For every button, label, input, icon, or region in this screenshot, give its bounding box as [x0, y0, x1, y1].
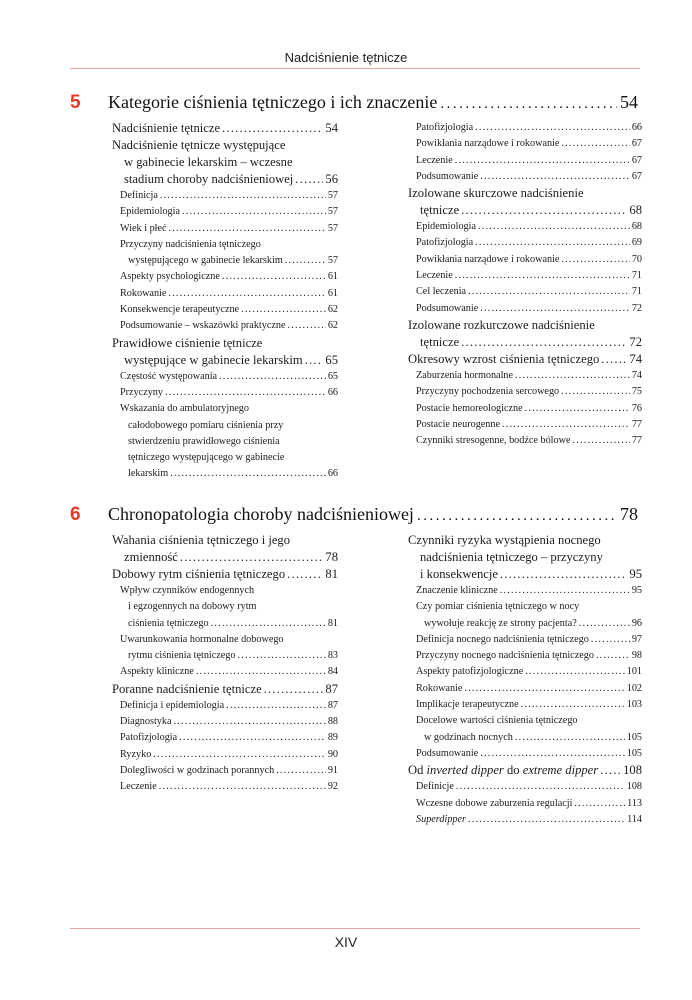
toc-entry-text: Wahania ciśnienia tętniczego i jego: [112, 533, 291, 547]
toc-column-left: [112, 120, 338, 483]
toc-entry[interactable]: [408, 762, 642, 779]
toc-entry-text: Wczesne dobowe zaburzenia regulacji: [416, 797, 573, 809]
toc-entry-text: Docelowe wartości ciśnienia tętniczego: [416, 715, 578, 727]
toc-entry-text: Przyczyny nocnego nadciśnienia tętniczego: [416, 650, 594, 662]
toc-entry-text: Czy pomiar ciśnienia tętniczego w nocy: [416, 601, 580, 613]
toc-entry-text: Wpływ czynników endogennych: [120, 585, 255, 596]
toc-entry-page: 71: [631, 270, 642, 282]
toc-entry[interactable]: [112, 779, 338, 795]
toc-entry[interactable]: [112, 730, 338, 746]
chapter-number: 6: [70, 504, 81, 525]
toc-entry-text: tętnicze: [420, 203, 460, 218]
toc-entry-text: ciśnienia tętniczego: [128, 617, 209, 629]
toc-entry[interactable]: [112, 664, 338, 680]
toc-entry-page: 91: [327, 764, 338, 776]
toc-entry[interactable]: [408, 433, 642, 449]
toc-entry-text: w gabinecie lekarskim – wczesne: [124, 155, 293, 169]
toc-entry[interactable]: [408, 153, 642, 169]
toc-entry-text: Podsumowanie: [416, 302, 479, 314]
toc-entry[interactable]: [112, 681, 338, 698]
toc-entry-text: nadciśnienia tętniczego – przyczyny: [420, 550, 603, 564]
toc-entry-text: rytmu ciśnienia tętniczego: [128, 650, 236, 662]
toc-entry-text: Cel leczenia: [416, 286, 467, 298]
toc-entry-text: stwierdzeniu prawidłowego ciśnienia: [128, 435, 280, 447]
toc-entry-page: 96: [631, 617, 642, 629]
toc-entry-text: występującego w gabinecie lekarskim: [128, 255, 283, 267]
toc-entry-text: Czynniki stresogenne, bodźce bólowe: [416, 435, 571, 447]
toc-entry[interactable]: [112, 698, 338, 714]
toc-entry[interactable]: [408, 219, 642, 235]
toc-entry-page: 89: [327, 732, 338, 744]
toc-entry[interactable]: [112, 318, 338, 334]
toc-entry-text: w godzinach nocnych: [424, 731, 513, 743]
toc-entry[interactable]: [408, 796, 642, 812]
toc-entry-page: 92: [327, 781, 338, 793]
toc-entry-text: Wskazania do ambulatoryjnego: [120, 403, 249, 415]
toc-entry[interactable]: [112, 286, 338, 302]
toc-entry[interactable]: [408, 252, 642, 268]
toc-entry-text: Definicja i epidemiologia: [120, 699, 225, 711]
toc-entry[interactable]: [112, 401, 338, 482]
toc-entry[interactable]: [112, 221, 338, 237]
toc-entry[interactable]: [408, 532, 642, 583]
toc-entry-text: Implikacje terapeutyczne: [416, 699, 519, 711]
chapter-title-line[interactable]: [108, 92, 638, 113]
toc-entry-text: i konsekwencje: [420, 567, 498, 581]
toc-entry[interactable]: [408, 317, 642, 351]
toc-entry[interactable]: [112, 302, 338, 318]
toc-entry-page: 57: [327, 222, 338, 234]
toc-entry[interactable]: [408, 401, 642, 417]
toc-entry-page: 95: [629, 567, 642, 581]
toc-entry[interactable]: [408, 169, 642, 185]
toc-entry-text: Definicja nocnego nadciśnienia tętniczego: [416, 633, 589, 645]
toc-entry-page: 61: [327, 271, 338, 283]
chapter-title: Kategorie ciśnienia tętniczego i ich znaczenie: [108, 92, 438, 112]
toc-entry-text: i egzogennych na dobowy rytm: [128, 601, 257, 613]
toc-entry[interactable]: [408, 284, 642, 300]
running-header: Nadciśnienie tętnicze: [284, 50, 408, 65]
toc-entry-page: 114: [627, 813, 642, 825]
toc-entry[interactable]: [408, 632, 642, 648]
toc-entry-text: Postacie hemoreologiczne: [416, 402, 523, 414]
toc-entry[interactable]: [408, 697, 642, 713]
toc-entry-text: Od inverted dipper do extreme dipper: [408, 763, 599, 778]
toc-entry-text: Patofizjologia: [120, 732, 178, 744]
toc-entry-text: Epidemiologia: [416, 221, 476, 233]
toc-entry[interactable]: [408, 812, 642, 828]
toc-entry-page: 57: [327, 255, 338, 267]
toc-entry-text: Diagnostyka: [120, 716, 172, 728]
toc-entry[interactable]: [408, 417, 642, 433]
toc-entry-text: stadium choroby nadciśnieniowej: [124, 172, 294, 186]
toc-entry-page: 57: [327, 206, 338, 218]
header-rule: [70, 68, 640, 69]
toc-entry-page: 75: [631, 386, 642, 398]
chapter-heading: [70, 504, 638, 530]
toc-column-right: [408, 120, 642, 483]
toc-entry[interactable]: [408, 120, 642, 136]
toc-entry-page: 68: [631, 221, 642, 233]
toc-entry-text: Przyczyny: [120, 386, 163, 398]
toc-entry[interactable]: [408, 268, 642, 284]
toc-entry-page: 66: [327, 468, 338, 480]
toc-entry-page: 76: [631, 402, 642, 414]
toc-entry-text: Okresowy wzrost ciśnienia tętniczego: [408, 351, 600, 366]
toc-entry-page: 101: [626, 666, 642, 678]
toc-entry[interactable]: [112, 583, 338, 632]
toc-entry-page: 72: [631, 302, 642, 314]
toc-entry-text: Patofizjologia: [416, 237, 474, 249]
toc-entry-page: 62: [327, 304, 338, 316]
toc-entry[interactable]: [112, 335, 338, 369]
toc-entry[interactable]: [112, 237, 338, 270]
toc-entry-text: całodobowego pomiaru ciśnienia przy: [128, 419, 284, 431]
toc-entry-text: Podsumowanie – wskazówki praktyczne: [120, 320, 286, 332]
toc-entry[interactable]: [408, 713, 642, 746]
toc-entry-page: 87: [327, 699, 338, 711]
page-number: XIV: [334, 934, 358, 950]
toc-entry-page: 77: [631, 435, 642, 447]
toc-entry[interactable]: [408, 384, 642, 400]
toc-entry-text: Definicje: [416, 781, 454, 793]
toc-entry-page: 108: [626, 781, 642, 793]
toc-entry[interactable]: [112, 747, 338, 763]
toc-entry-page: 67: [631, 170, 642, 182]
toc-entry-page: 90: [327, 748, 338, 760]
toc-entry-text: Rokowanie: [120, 287, 167, 299]
toc-entry-text: Przyczyny pochodzenia sercowego: [416, 386, 560, 398]
toc-entry-text: Superdipper: [416, 813, 466, 825]
toc-entry[interactable]: [112, 188, 338, 204]
chapter-5: [70, 92, 642, 480]
footer-rule: [70, 928, 640, 929]
toc-entry-text: wywołuje reakcję ze strony pacjenta?: [424, 617, 577, 629]
chapter-heading: [70, 92, 638, 118]
toc-entry-page: 70: [631, 253, 642, 265]
toc-entry-text: Częstość występowania: [120, 370, 218, 382]
toc-entry-page: 103: [626, 699, 642, 711]
toc-entry[interactable]: [112, 566, 338, 583]
toc-entry[interactable]: [408, 681, 642, 697]
toc-entry-page: 102: [626, 682, 642, 694]
toc-entry[interactable]: [112, 120, 338, 137]
toc-entry-text: Dobowy rytm ciśnienia tętniczego: [112, 567, 286, 581]
toc-entry-page: 65: [325, 352, 338, 367]
toc-entry-page: 61: [327, 287, 338, 299]
toc-entry-page: 98: [631, 650, 642, 662]
toc-entry-page: 67: [631, 154, 642, 166]
toc-entry-text: Epidemiologia: [120, 206, 180, 218]
toc-entry[interactable]: [408, 235, 642, 251]
toc-entry-page: 78: [325, 550, 338, 564]
toc-entry-page: 66: [327, 386, 338, 398]
chapter-title-line[interactable]: [108, 504, 638, 525]
toc-entry-page: 113: [627, 797, 642, 809]
toc-entry[interactable]: [408, 664, 642, 680]
toc-entry-text: Postacie neurogenne: [416, 418, 501, 430]
toc-entry-page: 108: [623, 763, 642, 778]
toc-entry-page: 95: [631, 585, 642, 596]
toc-entry-text: Znaczenie kliniczne: [416, 585, 498, 596]
chapter-page: 54: [620, 92, 638, 112]
toc-entry-text: lekarskim: [128, 468, 169, 480]
toc-entry-text: Podsumowanie: [416, 747, 479, 759]
toc-entry-page: 54: [325, 121, 338, 135]
toc-entry[interactable]: [112, 369, 338, 385]
toc-entry-text: Przyczyny nadciśnienia tętniczego: [120, 238, 261, 250]
toc-entry-page: 72: [629, 334, 642, 349]
toc-entry-page: 81: [327, 617, 338, 629]
toc-entry[interactable]: [408, 185, 642, 219]
toc-column-right: [408, 532, 642, 828]
toc-entry[interactable]: [408, 351, 642, 368]
toc-entry[interactable]: [112, 763, 338, 779]
toc-entry-text: Izolowane rozkurczowe nadciśnienie: [408, 317, 595, 332]
toc-entry[interactable]: [408, 583, 642, 599]
toc-entry[interactable]: [408, 301, 642, 317]
toc-entry-page: 77: [631, 418, 642, 430]
toc-entry-page: 66: [631, 122, 642, 133]
chapter-title: Chronopatologia choroby nadciśnieniowej: [108, 504, 414, 524]
toc-entry-text: Wiek i płeć: [120, 222, 167, 234]
toc-entry-text: Definicja: [120, 190, 158, 201]
toc-entry[interactable]: [112, 137, 338, 188]
toc-entry-text: tętnicze: [420, 334, 460, 349]
toc-entry-text: Uwarunkowania hormonalne dobowego: [120, 633, 284, 645]
toc-entry-text: Podsumowanie: [416, 170, 479, 182]
toc-entry-text: Rokowanie: [416, 682, 463, 694]
toc-entry-page: 65: [327, 370, 338, 382]
toc-entry-page: 69: [631, 237, 642, 249]
toc-entry-text: Powikłania narządowe i rokowanie: [416, 253, 560, 265]
toc-entry-text: Leczenie: [120, 781, 157, 793]
toc-entry-text: Aspekty kliniczne: [120, 666, 194, 678]
toc-entry-page: 97: [631, 633, 642, 645]
toc-entry-text: Powikłania narządowe i rokowanie: [416, 138, 560, 150]
toc-entry[interactable]: [408, 136, 642, 152]
toc-entry-text: Dolegliwości w godzinach porannych: [120, 764, 275, 776]
toc-entry[interactable]: [112, 204, 338, 220]
toc-entry-page: 62: [327, 320, 338, 332]
chapter-page: 78: [620, 504, 638, 524]
toc-entry[interactable]: [112, 269, 338, 285]
toc-entry-page: 67: [631, 138, 642, 150]
toc-entry-page: 88: [327, 716, 338, 728]
toc-entry-page: 56: [325, 172, 338, 186]
toc-entry-page: 71: [631, 286, 642, 298]
toc-entry-text: Nadciśnienie tętnicze: [112, 121, 221, 135]
toc-entry-text: Aspekty psychologiczne: [120, 271, 220, 283]
toc-entry[interactable]: [112, 632, 338, 665]
toc-entry-text: zmienność: [124, 550, 178, 564]
chapter-6: [70, 504, 642, 825]
toc-entry-page: 84: [327, 666, 338, 678]
toc-entry-text: Aspekty patofizjologiczne: [416, 666, 524, 678]
toc-entry-text: Prawidłowe ciśnienie tętnicze: [112, 335, 263, 350]
toc-entry[interactable]: [408, 746, 642, 762]
toc-entry-text: tętniczego występującego w gabinecie: [128, 452, 285, 464]
toc-column-left: [112, 532, 338, 828]
toc-entry[interactable]: [408, 648, 642, 664]
toc-entry-page: 74: [629, 351, 642, 366]
toc-entry-text: Zaburzenia hormonalne: [416, 369, 514, 381]
toc-entry[interactable]: [112, 532, 338, 566]
toc-entry[interactable]: [408, 599, 642, 632]
toc-entry-text: Poranne nadciśnienie tętnicze: [112, 681, 262, 696]
toc-entry-page: 68: [629, 203, 642, 218]
toc-entry-text: Nadciśnienie tętnicze występujące: [112, 138, 286, 152]
toc-entry-page: 83: [327, 650, 338, 662]
toc-entry-page: 105: [626, 747, 642, 759]
toc-entry-page: 87: [325, 681, 338, 696]
toc-entry-text: Izolowane skurczowe nadciśnienie: [408, 186, 584, 201]
toc-entry-page: 105: [626, 731, 642, 743]
toc-entry-text: Czynniki ryzyka wystąpienia nocnego: [408, 533, 601, 547]
toc-entry-text: Patofizjologia: [416, 122, 474, 133]
toc-entry-text: Konsekwencje terapeutyczne: [120, 304, 240, 316]
toc-entry-page: 81: [325, 567, 338, 581]
toc-entry-text: występujące w gabinecie lekarskim: [124, 352, 303, 367]
toc-entry[interactable]: [112, 385, 338, 401]
toc-entry[interactable]: [408, 779, 642, 795]
toc-entry-page: 74: [631, 369, 642, 381]
toc-entry[interactable]: [112, 714, 338, 730]
chapter-number: 5: [70, 92, 81, 113]
toc-entry-text: Leczenie: [416, 270, 453, 282]
toc-entry-text: Leczenie: [416, 154, 453, 166]
toc-entry-text: Ryzyko: [120, 748, 152, 760]
toc-entry[interactable]: [408, 368, 642, 384]
toc-entry-page: 57: [327, 190, 338, 201]
